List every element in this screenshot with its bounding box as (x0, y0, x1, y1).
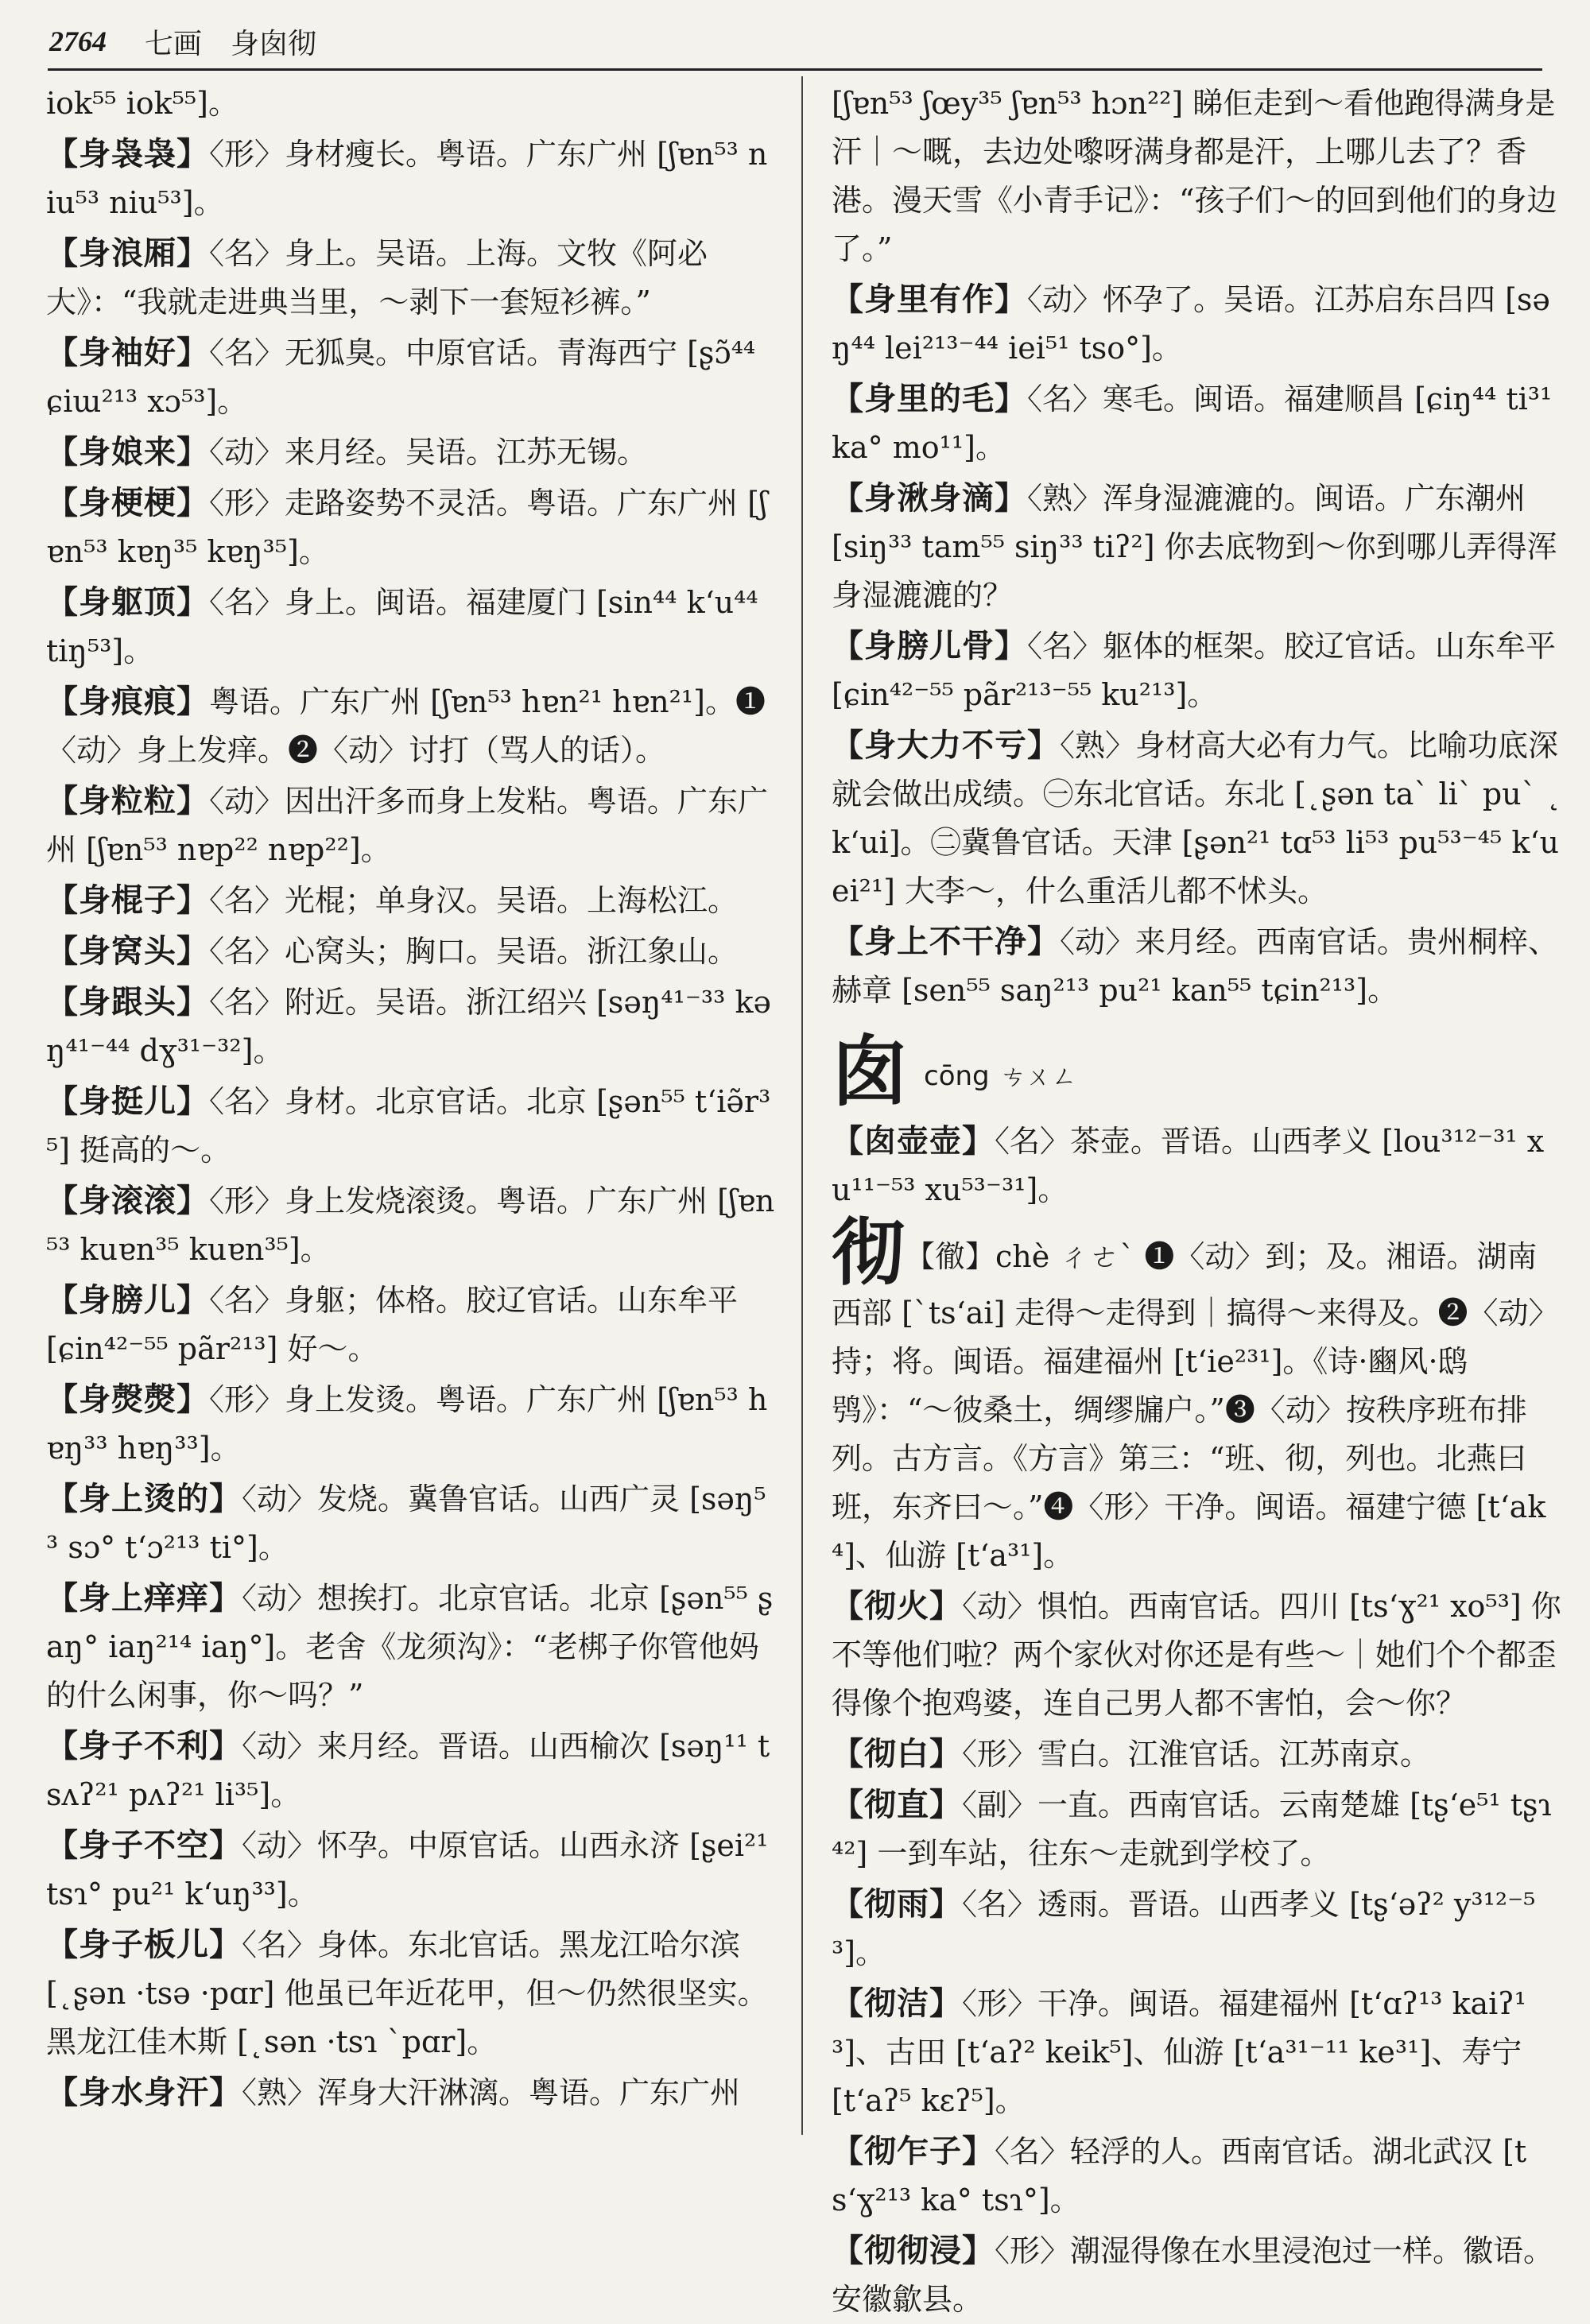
entry-definition: 〈名〉寒毛。闽语。福建顺昌 [ɕiŋ⁴⁴ ti³¹ ka° mo¹¹]。 (832, 382, 1553, 465)
entry-definition: 〈名〉躯体的框架。胶辽官话。山东牟平 [ɕin⁴²⁻⁵⁵ pãr²¹³⁻⁵⁵ ku²¹³]。 (832, 629, 1557, 712)
entry (46, 1077, 776, 1175)
entry-headword: 【身梗梗】 (46, 484, 209, 521)
entry-definition: 〈副〉一直。西南官话。云南楚雄 [tʂ‘e⁵¹ tʂɿ⁴²] 一到车站，往东～走就到学校了。 (832, 1788, 1552, 1871)
entry-definition: 〈名〉无狐臭。中原官话。青海西宁 [ʂɔ̃⁴⁴ ɕiɯ²¹³ xɔ⁵³]。 (46, 335, 756, 419)
entry (832, 917, 1561, 1015)
entry-definition: 〈名〉茶壶。晋语。山西孝义 [lou³¹²⁻³¹ xu¹¹⁻⁵³ xu⁵³⁻³¹]。 (832, 1124, 1545, 1207)
entry-definition: 〈形〉潮湿得像在水里浸泡过一样。徽语。安徽歙县。 (832, 2233, 1554, 2317)
headword-definition: 【徹】chè ㄔㄜˋ ❶〈动〉到；及。湘语。湖南西部 [ˋts‘ai] 走得～走得到｜搞得～来得及。❷〈动〉持；将。闽语。福建福州 [t‘ie²³¹]。《诗·豳风·鸱鸮》：“～彼桑土，绸缪牖户。”❸〈动〉按秩序班布排列。古方言。《方言》第三：“班、彻，列也。北燕曰班，东齐曰～。”❹〈形〉干净。闽语。福建宁德 [t‘ak⁴]、仙游 [t‘a³¹]。 (832, 1239, 1559, 1573)
entry-definition: 〈形〉身上发烫。粤语。广东广州 [ʃɐn⁵³ hɐŋ³³ hɐŋ³³]。 (46, 1382, 768, 1466)
entry (832, 1582, 1561, 1728)
entry-headword: 【身躯顶】 (46, 583, 209, 621)
entry-headword: 【身膀儿】 (46, 1281, 209, 1319)
entry (46, 229, 776, 327)
entry-headword: 【彻雨】 (832, 1885, 962, 1923)
entry (832, 721, 1561, 916)
right-column (832, 79, 1561, 2317)
entry-headword: 【彻彻浸】 (832, 2232, 995, 2269)
entry (46, 677, 776, 775)
entry-definition: 〈名〉身上。闽语。福建厦门 [sin⁴⁴ k‘u⁴⁴ tiŋ⁵³]。 (46, 585, 758, 668)
entry-definition: 〈动〉想挨打。北京官话。北京 [ʂən⁵⁵ ʂaŋ° iaŋ²¹⁴ iaŋ°]。老舍《龙须沟》：“老梆子你管他妈的什么闲事，你～吗？” (46, 1581, 774, 1713)
entry-definition: 〈名〉身上。吴语。上海。文牧《阿必大》：“我就走进典当里，～剥下一套短衫裤。” (46, 236, 708, 320)
entry-definition: 〈熟〉浑身大汗淋漓。粤语。广东广州 (242, 2075, 741, 2110)
entry-headword: 【彻乍子】 (832, 2132, 995, 2170)
entry: [ʃɐn⁵³ ʃœy³⁵ ʃɐn⁵³ hɔn²²] 睇佢走到～看他跑得满身是汗｜～嘅，去边处嚟呀满身都是汗，上哪儿去了？香港。漫天雪《小青手记》：“孩子们～的回到他们的身边了。” (832, 86, 1557, 266)
entry-headword: 【身大力不亏】 (832, 726, 1060, 764)
entry-headword: 【身上烫的】 (46, 1480, 242, 1517)
headword-char: 囱 (832, 1027, 908, 1117)
entry-definition: 〈动〉来月经。西南官话。贵州桐梓、赫章 [sen⁵⁵ saŋ²¹³ pu²¹ kan⁵⁵ tɕin²¹³]。 (832, 924, 1559, 1008)
entry-definition: 〈形〉身上发烧滚烫。粤语。广东广州 [ʃɐn⁵³ kuɐn³⁵ kuɐn³⁵]。 (46, 1183, 775, 1267)
entry-definition: 〈形〉身材瘦长。粤语。广东广州 [ʃɐn⁵³ niu⁵³ niu⁵³]。 (46, 137, 768, 220)
entry (46, 1375, 776, 1473)
headword-char: 彻 (832, 1210, 906, 1296)
left-column (46, 79, 776, 2130)
entry-headword: 【身㷫㷫】 (46, 1381, 209, 1418)
entry-headword: 【身子不空】 (46, 1826, 242, 1864)
entry (832, 374, 1561, 472)
entry-headword: 【身水身汗】 (46, 2074, 242, 2111)
entry-definition: 〈名〉透雨。晋语。山西孝义 [tʂ‘əʔ² y³¹²⁻⁵³]。 (832, 1887, 1536, 1970)
entry (46, 578, 776, 676)
entry-headword: 【囱壶壶】 (832, 1122, 995, 1160)
entry-headword: 【身窝头】 (46, 932, 209, 970)
entry-headword: 【身湫身滴】 (832, 479, 1027, 517)
entry-definition: 〈名〉附近。吴语。浙江绍兴 [səŋ⁴¹⁻³³ kəŋ⁴¹⁻⁴⁴ dɣ³¹⁻³²]。 (46, 985, 771, 1068)
entry-definition: 〈名〉心窝头；胸口。吴语。浙江象山。 (209, 934, 739, 969)
entry (46, 428, 776, 477)
entry (46, 478, 776, 576)
entry-definition: 〈熟〉身材高大必有力气。比喻功底深就会做出成绩。㊀东北官话。东北 [˛ʂən taˋ liˋ puˋ ˛k‘ui]。㊁冀鲁官话。天津 [ʂən²¹ tɑ⁵³ li⁵³ pu⁵³⁻⁴⁵ k‘uei²¹] 大李～，什么重活儿都不怵头。 (832, 728, 1561, 908)
entry-headword: 【身里的毛】 (832, 380, 1027, 417)
entry (832, 1880, 1561, 1977)
entry (46, 1176, 776, 1274)
entry-definition: 〈动〉来月经。晋语。山西榆次 [səŋ¹¹ tsʌʔ²¹ pʌʔ²¹ li³⁵]。 (46, 1729, 770, 1812)
entry-definition: 〈动〉因出汗多而身上发粘。粤语。广东广州 [ʃɐn⁵³ nɐp²² nɐp²²]。 (46, 784, 769, 867)
entry (832, 1979, 1561, 2125)
entry (46, 1276, 776, 1373)
entry (832, 1780, 1561, 1878)
entry (832, 1117, 1561, 1214)
entry-definition: 〈形〉走路姿势不灵活。粤语。广东广州 [ʃɐn⁵³ kɐŋ³⁵ kɐŋ³⁵]。 (46, 486, 768, 569)
entry (46, 1920, 776, 2066)
entry-headword: 【身袅袅】 (46, 135, 209, 172)
entry-headword: 【彻火】 (832, 1587, 962, 1625)
entry (46, 927, 776, 976)
entry-headword: 【彻白】 (832, 1735, 962, 1772)
entry: iok⁵⁵ iok⁵⁵]。 (46, 86, 238, 121)
page-number: 2764 (49, 25, 107, 57)
entry (46, 1722, 776, 1819)
entry-headword: 【彻洁】 (832, 1985, 962, 2022)
entry (46, 978, 776, 1075)
entry-headword: 【身浪厢】 (46, 234, 209, 272)
section-label: 七画 身囱彻 (145, 27, 317, 60)
page-header (49, 17, 1542, 65)
entry (46, 876, 776, 925)
entry (46, 777, 776, 874)
entry-definition: 〈名〉光棍；单身汉。吴语。上海松江。 (209, 883, 739, 918)
entry-headword: 【彻直】 (832, 1786, 962, 1823)
entry-headword: 【身子板儿】 (46, 1926, 242, 1963)
entry (832, 2127, 1561, 2225)
entry-headword: 【身痕痕】 (46, 683, 209, 720)
entry-definition: 粤语。广东广州 [ʃɐn⁵³ hɐn²¹ hɐn²¹]。❶〈动〉身上发痒。❷〈动〉讨打（骂人的话）。 (46, 684, 766, 768)
header-rule (48, 68, 1542, 71)
entry-headword: 【身滚滚】 (46, 1182, 209, 1219)
entry-definition: 〈形〉干净。闽语。福建福州 [t‘ɑʔ¹³ kaiʔ¹³]、古田 [t‘aʔ² keik⁵]、仙游 [t‘a³¹⁻¹¹ ke³¹]、寿宁 [t‘aʔ⁵ kɛʔ⁵]。 (832, 1986, 1526, 2118)
entry-headword: 【身娘来】 (46, 433, 209, 471)
entry-definition: 〈名〉轻浮的人。西南官话。湖北武汉 [ts‘ɣ²¹³ ka° tsɿ°]。 (832, 2134, 1527, 2217)
entry-headword: 【身跟头】 (46, 983, 209, 1021)
entry (46, 1474, 776, 1572)
entry-definition: 〈形〉雪白。江淮官话。江苏南京。 (962, 1737, 1431, 1772)
entry (832, 622, 1561, 719)
entry-definition: 〈动〉怀孕了。吴语。江苏启东吕四 [səŋ⁴⁴ lei²¹³⁻⁴⁴ iei⁵¹ tso°]。 (832, 282, 1550, 366)
entry-definition: 〈名〉身躯；体格。胶辽官话。山东牟平 [ɕin⁴²⁻⁵⁵ pãr²¹³] 好～。 (46, 1283, 739, 1366)
entry-definition: 〈名〉身材。北京官话。北京 [ʂən⁵⁵ t‘iə̃r³⁵] 挺高的～。 (46, 1084, 771, 1168)
entry-headword: 【身上痒痒】 (46, 1579, 242, 1617)
headword-bopomofo: ㄘㄨㄥ (1000, 1061, 1077, 1091)
entry (46, 2068, 776, 2117)
entry-headword: 【身膀儿骨】 (832, 627, 1027, 664)
entry-headword: 【身棍子】 (46, 881, 209, 919)
entry (832, 275, 1561, 373)
entry (832, 1729, 1561, 1779)
headword-pinyin: cōng (924, 1060, 990, 1092)
entry-definition: 〈熟〉浑身湿漉漉的。闽语。广东潮州 [siŋ³³ tam⁵⁵ siŋ³³ tiʔ²] 你去底物到～你到哪儿弄得浑身湿漉漉的？ (832, 481, 1557, 613)
entry (46, 328, 776, 426)
entry-definition: 〈动〉惧怕。西南官话。四川 [ts‘ɣ²¹ xo⁵³] 你不等他们啦？两个家伙对你还是有些～｜她们个个都歪得像个抱鸡婆，连自己男人都不害怕，会～你？ (832, 1589, 1561, 1721)
entry (832, 474, 1561, 620)
entry-headword: 【身上不干净】 (832, 923, 1060, 960)
entry (46, 1821, 776, 1919)
entry-definition: 〈动〉怀孕。中原官话。山西永济 [ʂei²¹ tsɿ° pu²¹ k‘uŋ³³]。 (46, 1828, 769, 1911)
entry-headword: 【身里有作】 (832, 281, 1027, 318)
entry-definition: 〈动〉发烧。冀鲁官话。山西广灵 [səŋ⁵³ sɔ° t‘ɔ²¹³ ti°]。 (46, 1482, 766, 1565)
entry-headword: 【身袖好】 (46, 334, 209, 371)
entry-definition: 〈动〉来月经。吴语。江苏无锡。 (209, 435, 648, 470)
entry (46, 1574, 776, 1720)
entry (46, 130, 776, 227)
entry-definition: 〈名〉身体。东北官话。黑龙江哈尔滨 [˛ʂən ·tsə ·pɑr] 他虽已年近花甲，但～仍然很坚实。黑龙江佳木斯 [˛sən ·tsɿ ˋpɑr]。 (46, 1927, 768, 2059)
entry-headword: 【身粒粒】 (46, 782, 209, 819)
column-divider (801, 76, 803, 2135)
entry (832, 2226, 1561, 2324)
headword-cong (832, 1018, 1561, 1117)
entry-headword: 【身挺儿】 (46, 1083, 209, 1120)
headword-che (832, 1210, 1561, 1580)
entry-headword: 【身子不利】 (46, 1727, 242, 1764)
